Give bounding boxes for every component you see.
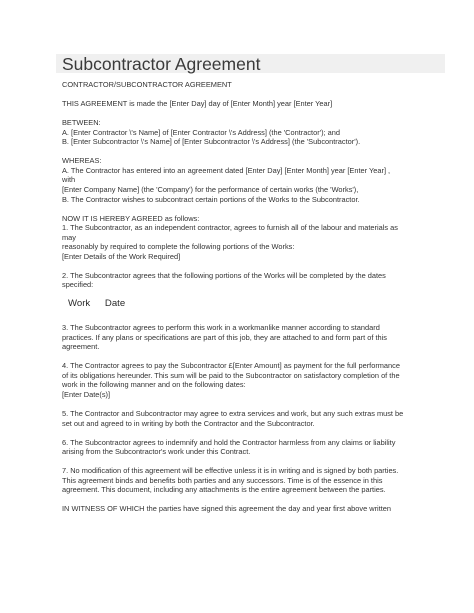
text-line: 2. The Subcontractor agrees that the following portions of the Works will be completed by the dates xyxy=(62,270,386,280)
text-line: practices. If any plans or specifications are part of this job, they are attached to and form part of this xyxy=(62,332,387,342)
text-line: CONTRACTOR/SUBCONTRACTOR AGREEMENT xyxy=(62,80,232,89)
text-line: A. [Enter Contractor \'s Name] of [Enter Contractor \'s Address] (the 'Contractor'); and xyxy=(62,127,340,137)
text-line: may xyxy=(62,232,76,242)
blank-line xyxy=(62,400,462,409)
text-line: A. The Contractor has entered into an agreement dated [Enter Day] [Enter Month] year [Enter Year] , xyxy=(62,165,391,175)
text-line: [Enter Date(s)] xyxy=(62,389,111,399)
work-label: Work xyxy=(68,298,91,309)
text-line: 4. The Contractor agrees to pay the Subcontractor £[Enter Amount] as payment for the full performance xyxy=(62,361,400,371)
text-line: set out and agreed to in writing by both the Contractor and the Subcontractor. xyxy=(62,418,315,428)
text-line: arising from the Subcontractor's work under this Contract. xyxy=(62,447,251,457)
text-line: with xyxy=(62,175,76,185)
text-line: B. The Contractor wishes to subcontract certain portions of the Works to the Subcontractor. xyxy=(62,194,360,204)
text-line: reasonably by required to complete the following portions of the Works: xyxy=(62,242,295,252)
text-line: agreement. xyxy=(62,342,100,352)
blank-line xyxy=(62,495,462,504)
text-line: [Enter Company Name] (the 'Company') for the performance of certain works (the 'Works'), xyxy=(62,184,359,194)
text-line: of its obligations hereunder. This sum will be paid to the Subcontractor on satisfactory completion of the xyxy=(62,370,400,380)
text-line: agreement. This document, including any attachments is the entire agreement between the parties. xyxy=(62,485,386,495)
text-line: BETWEEN: xyxy=(62,117,101,127)
date-label: Date xyxy=(104,298,126,309)
text-line: work in the following manner and on the following dates: xyxy=(62,380,246,390)
agreement-body-bottom xyxy=(62,323,462,514)
text-line: WHEREAS: xyxy=(62,156,102,166)
page-title: Subcontractor Agreement xyxy=(62,54,261,74)
blank-line xyxy=(62,204,462,213)
blank-line xyxy=(62,147,462,156)
text-line: 6. The Subcontractor agrees to indemnify and hold the Contractor harmless from any claims or liability xyxy=(62,437,396,447)
blank-line xyxy=(62,90,462,99)
text-line: specified: xyxy=(62,280,94,290)
text-line: 3. The Subcontractor agrees to perform this work in a workmanlike manner according to standard xyxy=(62,323,380,332)
work-date-header xyxy=(68,298,125,310)
text-line: 1. The Subcontractor, as an independent contractor, agrees to furnish all of the labour and materials as xyxy=(62,223,398,233)
text-line: [Enter Details of the Work Required] xyxy=(62,251,181,261)
text-line: IN WITNESS OF WHICH the parties have signed this agreement the day and year first above written xyxy=(62,504,392,514)
blank-line xyxy=(62,261,462,270)
text-line: THIS AGREEMENT is made the [Enter Day] day of [Enter Month] year [Enter Year] xyxy=(62,98,333,108)
text-line: B. [Enter Subcontractor \'s Name] of [Enter Subcontractor \'s Address] (the 'Subcontractor'). xyxy=(62,137,361,147)
text-line: 5. The Contractor and Subcontractor may agree to extra services and work, but any such extras must be xyxy=(62,408,404,418)
blank-line xyxy=(62,428,462,437)
text-line: NOW IT IS HEREBY AGREED as follows: xyxy=(62,213,200,223)
blank-line xyxy=(62,457,462,466)
blank-line xyxy=(62,352,462,361)
text-line: 7. No modification of this agreement will be effective unless it is in writing and is signed by both parties. xyxy=(62,466,399,476)
blank-line xyxy=(62,109,462,118)
agreement-body-top xyxy=(62,80,462,290)
text-line: This agreement binds and benefits both parties and any successors. Time is of the essence in this xyxy=(62,475,383,485)
